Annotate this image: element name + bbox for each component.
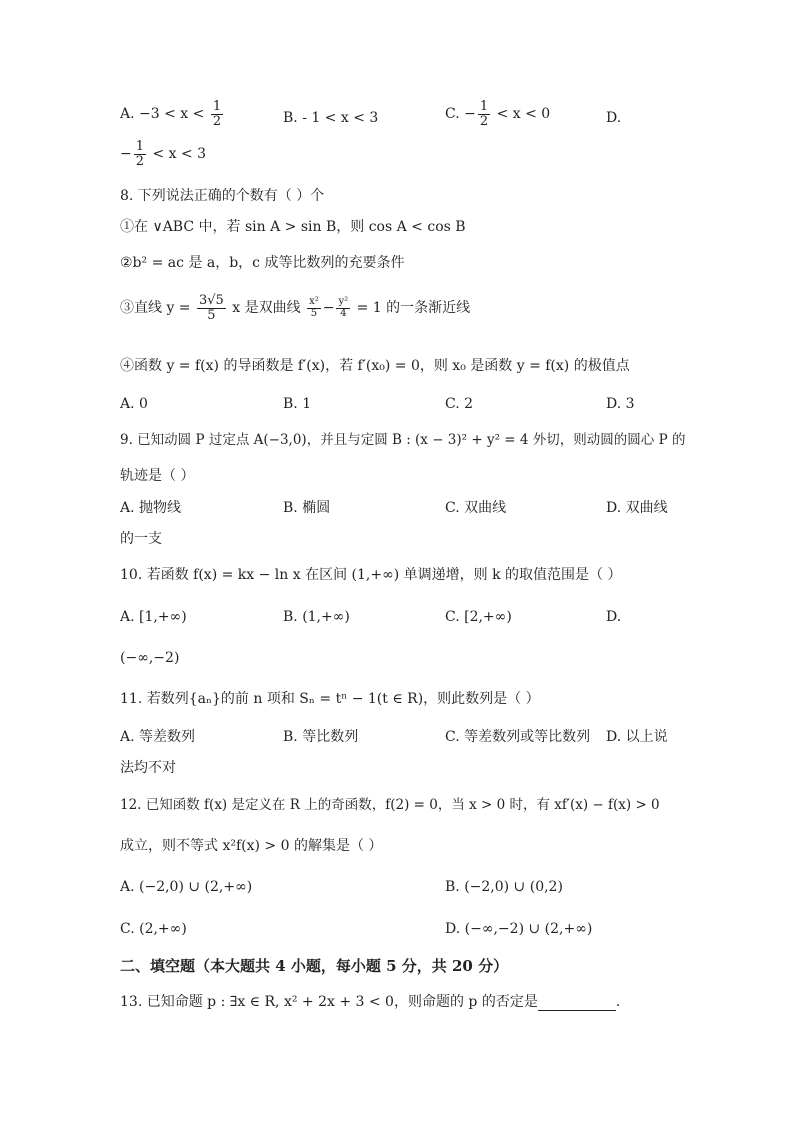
q9-stem-line2: 轨迹是（ ） bbox=[120, 468, 195, 484]
q8-s3-middle: x 是双曲线 bbox=[227, 300, 306, 317]
q8-s3-x-fraction bbox=[307, 297, 321, 319]
q8-s3-y-fraction bbox=[336, 297, 350, 319]
q10-option-a: A. [1,+∞) bbox=[120, 609, 187, 625]
q7-option-c bbox=[445, 100, 550, 128]
q8-statement-3 bbox=[120, 294, 470, 322]
q8-s3-minus: − bbox=[322, 300, 335, 317]
q13-stem bbox=[120, 994, 620, 1011]
q11-option-d: D. 以上说 bbox=[606, 729, 668, 745]
q8-option-a: A. 0 bbox=[120, 396, 148, 412]
fraction-denominator: 5 bbox=[207, 307, 216, 323]
q11-option-d-wrap: 法均不对 bbox=[120, 760, 176, 776]
fraction-numerator: y² bbox=[338, 296, 349, 308]
q11-option-b: B. 等比数列 bbox=[283, 729, 359, 745]
q12-option-d: D. (−∞,−2) ∪ (2,+∞) bbox=[445, 921, 593, 937]
q8-option-c: C. 2 bbox=[445, 396, 474, 412]
fraction-numerator: x² bbox=[309, 296, 319, 308]
q10-option-c: C. [2,+∞) bbox=[445, 609, 512, 625]
fraction-denominator: 5 bbox=[310, 307, 318, 319]
q8-statement-2: ②b² = ac 是 a，b，c 成等比数列的充要条件 bbox=[120, 255, 405, 271]
q11-stem: 11. 若数列{aₙ}的前 n 项和 Sₙ = tⁿ − 1(t ∈ R)，则此数列是（ ） bbox=[120, 691, 540, 707]
q9-option-c: C. 双曲线 bbox=[445, 500, 507, 516]
q7-option-a-fraction bbox=[211, 100, 223, 128]
q9-option-a: A. 抛物线 bbox=[120, 500, 182, 516]
q7-option-c-fraction bbox=[478, 100, 490, 128]
fraction-numerator: 3√5 bbox=[199, 293, 224, 308]
q8-s3-prefix: ③直线 y = bbox=[120, 300, 195, 317]
q7-option-d-suffix: < x < 3 bbox=[148, 146, 207, 163]
q13-answer-blank bbox=[538, 996, 616, 1011]
q12-stem-line2: 成立，则不等式 x²f(x) > 0 的解集是（ ） bbox=[120, 838, 383, 854]
q7-option-d-prefix: − bbox=[120, 146, 132, 163]
q9-option-d-wrap: 的一支 bbox=[120, 531, 162, 547]
q7-option-a-text: A. −3 < x < bbox=[120, 106, 209, 123]
fraction-numerator: 1 bbox=[212, 99, 222, 114]
q12-option-b: B. (−2,0) ∪ (0,2) bbox=[445, 879, 563, 895]
q8-statement-1: ①在 ∨ABC 中，若 sin A > sin B，则 cos A < cos B bbox=[120, 219, 466, 235]
q12-option-a: A. (−2,0) ∪ (2,+∞) bbox=[120, 879, 253, 895]
q8-s3-suffix: = 1 的一条渐近线 bbox=[352, 300, 471, 317]
q11-option-c: C. 等差数列或等比数列 bbox=[445, 729, 591, 745]
fraction-numerator: 1 bbox=[135, 139, 145, 154]
fraction-numerator: 1 bbox=[479, 99, 489, 114]
q7-option-c-suffix: < x < 0 bbox=[492, 106, 551, 123]
q10-option-d-wrap: (−∞,−2) bbox=[120, 650, 180, 666]
q11-option-a: A. 等差数列 bbox=[120, 729, 196, 745]
fraction-denominator: 2 bbox=[212, 113, 222, 129]
q9-option-d: D. 双曲线 bbox=[606, 500, 668, 516]
q10-option-b: B. (1,+∞) bbox=[283, 609, 350, 625]
q7-option-b: B. - 1 < x < 3 bbox=[283, 110, 379, 126]
section-heading: 二、填空题（本大题共 4 小题，每小题 5 分，共 20 分） bbox=[120, 957, 509, 975]
q13-text: 13. 已知命题 p : ∃x ∈ R, x² + 2x + 3 < 0，则命题的 p 的否定是 bbox=[120, 994, 538, 1010]
fraction-denominator: 2 bbox=[479, 113, 489, 129]
q7-option-d-value bbox=[120, 140, 206, 168]
q9-stem-line1: 9. 已知动圆 P 过定点 A(−3,0)，并且与定圆 B : (x − 3)² + y² = 4 外切，则动圆的圆心 P 的 bbox=[120, 432, 686, 448]
q10-option-d: D. bbox=[606, 609, 622, 625]
q7-option-d-label: D. bbox=[606, 110, 622, 126]
q9-option-b: B. 椭圆 bbox=[283, 500, 331, 516]
q7-option-c-prefix: C. − bbox=[445, 106, 476, 123]
q12-stem-line1: 12. 已知函数 f(x) 是定义在 R 上的奇函数，f(2) = 0，当 x > 0 时，有 xf′(x) − f(x) > 0 bbox=[120, 797, 660, 813]
q13-period: . bbox=[615, 994, 621, 1010]
q10-stem: 10. 若函数 f(x) = kx − ln x 在区间 (1,+∞) 单调递增，则 k 的取值范围是（ ） bbox=[120, 567, 622, 583]
q8-option-d: D. 3 bbox=[606, 396, 635, 412]
q7-option-d-fraction bbox=[134, 140, 146, 168]
q8-stem: 8. 下列说法正确的个数有（ ）个 bbox=[120, 188, 325, 204]
q12-option-c: C. (2,+∞) bbox=[120, 921, 187, 937]
q8-statement-4: ④函数 y = f(x) 的导函数是 f′(x)，若 f′(x₀) = 0，则 x₀ 是函数 y = f(x) 的极值点 bbox=[120, 358, 630, 374]
fraction-denominator: 2 bbox=[135, 153, 145, 169]
fraction-denominator: 4 bbox=[340, 307, 347, 319]
q8-s3-slope-fraction bbox=[197, 294, 226, 322]
q7-option-a bbox=[120, 100, 225, 128]
q8-option-b: B. 1 bbox=[283, 396, 312, 412]
